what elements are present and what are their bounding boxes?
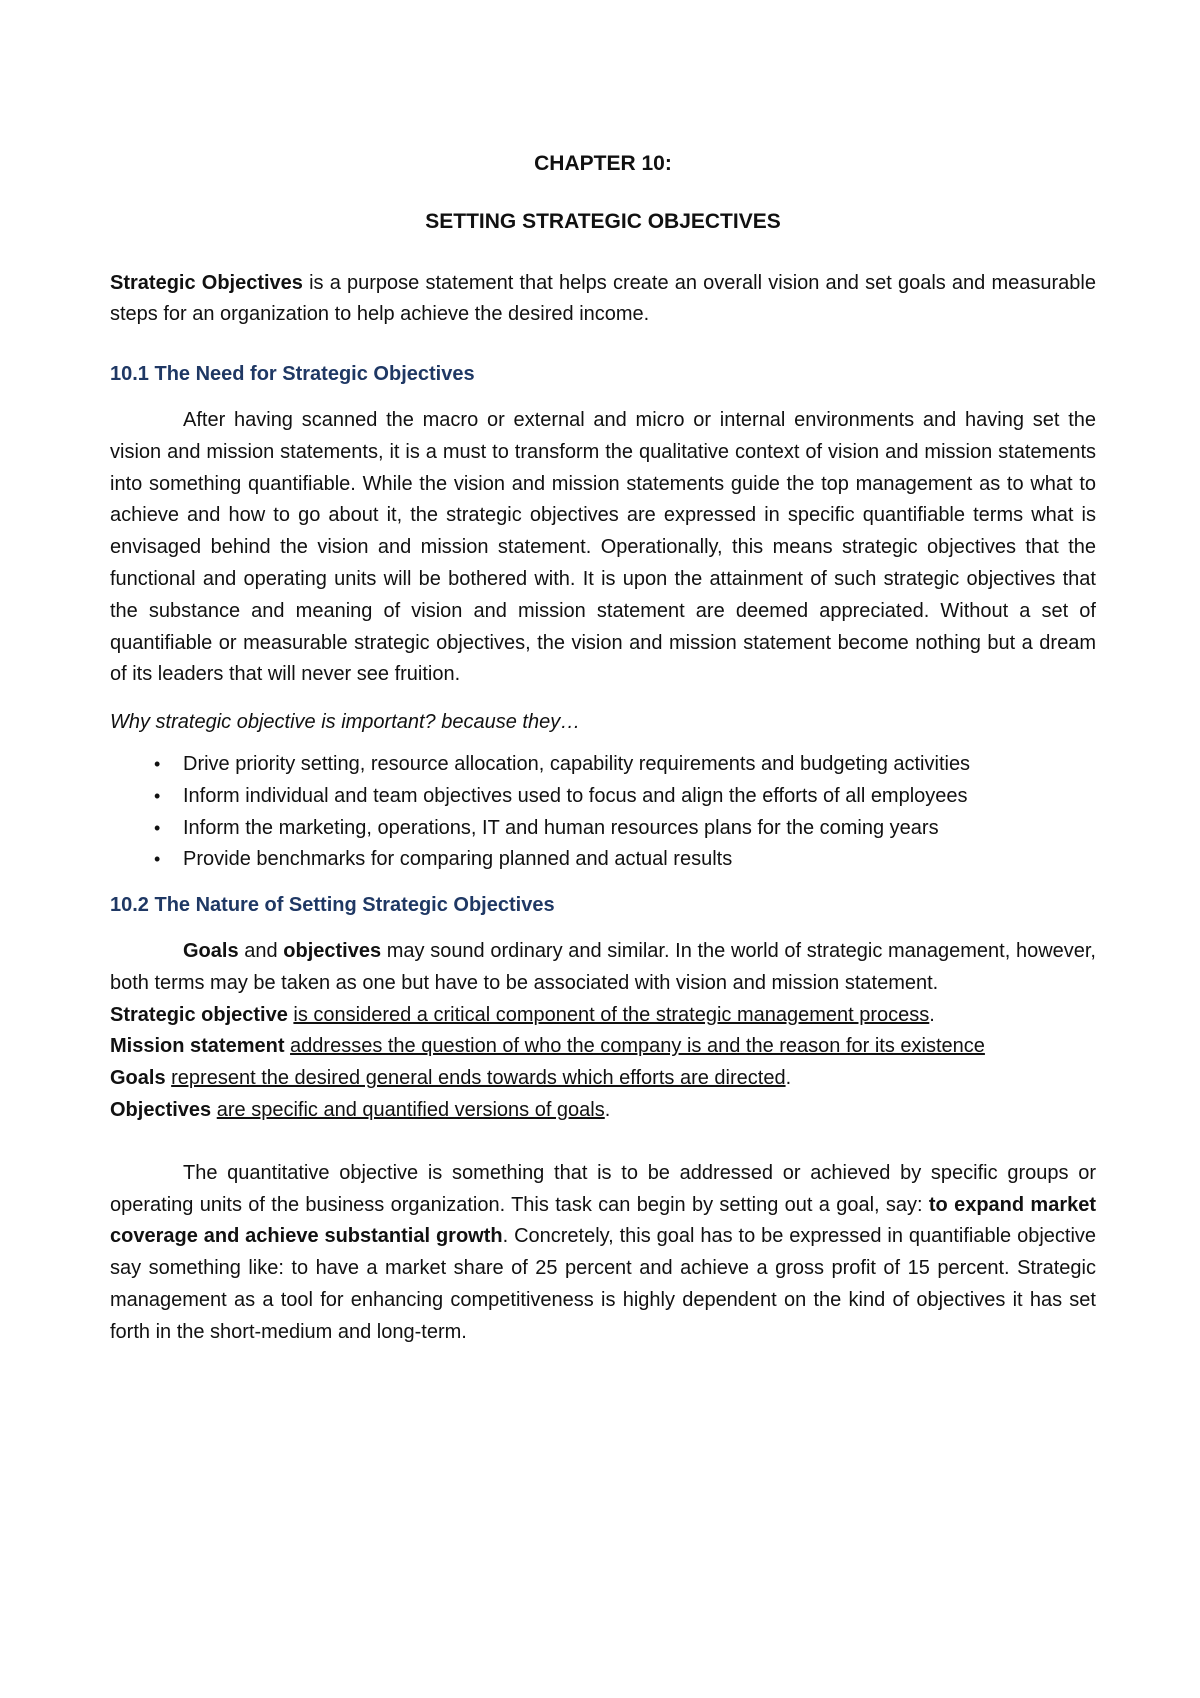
- bullet-icon: •: [154, 817, 161, 838]
- definition-objectives: Objectives are specific and quantified versions of goals.: [110, 1098, 611, 1121]
- importance-list: [110, 749, 1096, 876]
- bullet-icon: •: [154, 753, 161, 774]
- intro-term: Strategic Objectives: [110, 271, 303, 294]
- definition-goals: Goals represent the desired general ends towards which efforts are directed.: [110, 1067, 792, 1090]
- list-item: • Inform the marketing, operations, IT and human resources plans for the coming years: [110, 813, 1096, 845]
- bullet-icon: •: [154, 849, 161, 870]
- section-heading-10-2: 10.2 The Nature of Setting Strategic Objectives: [110, 894, 555, 917]
- definition-mission-statement: Mission statement addresses the question of who the company is and the reason for its existence: [110, 1035, 985, 1058]
- list-item: • Drive priority setting, resource allocation, capability requirements and budgeting activities: [110, 749, 1096, 781]
- section-heading-10-1: 10.1 The Need for Strategic Objectives: [110, 363, 475, 386]
- quantitative-paragraph: The quantitative objective is something that is to be addressed or achieved by specific groups or operating units of the business organization. This task can begin by setting out a goal, say: to expand market coverage and achieve substantial growth. Concretely, this goal has to be expressed in quantifiable objective say something like: to have a market share of 25 percent and achieve a gross profit of 15 percent. Strategic management as a tool for enhancing competitiveness is highly dependent on the kind of objectives it has set forth in the short-medium and long-term.: [110, 1161, 1097, 1343]
- need-paragraph: After having scanned the macro or external and micro or internal environments and having set the vision and mission statements, it is a must to transform the qualitative context of vision and mission statements into something quantifiable. While the vision and mission statements guide the top management as to what to achieve and how to go about it, the strategic objectives are expressed in specific quantifiable terms what is envisaged behind the vision and mission statement. Operationally, this means strategic objectives that the functional and operating units will be bothered with. It is upon the attainment of such strategic objectives that the substance and meaning of vision and mission statement are deemed appreciated. Without a set of quantifiable or measurable strategic objectives, the vision and mission statement become nothing but a dream of its leaders that will never see fruition.: [110, 408, 1096, 686]
- bullet-icon: •: [154, 785, 161, 806]
- list-item: • Inform individual and team objectives used to focus and align the efforts of all employees: [110, 781, 1096, 813]
- chapter-title: SETTING STRATEGIC OBJECTIVES: [425, 209, 781, 233]
- why-question: Why strategic objective is important? because they…: [110, 711, 581, 734]
- list-item: • Provide benchmarks for comparing planned and actual results: [110, 844, 1096, 876]
- definition-strategic-objective: Strategic objective is considered a critical component of the strategic management process.: [110, 1003, 935, 1026]
- goals-paragraph: Goals and objectives may sound ordinary and similar. In the world of strategic management, however, both terms may be taken as one but have to be associated with vision and mission statement.: [110, 939, 1096, 994]
- chapter-number: CHAPTER 10:: [534, 152, 672, 175]
- intro-paragraph: Strategic Objectives is a purpose statement that helps create an overall vision and set goals and measurable steps for an organization to help achieve the desired income.: [110, 271, 1096, 326]
